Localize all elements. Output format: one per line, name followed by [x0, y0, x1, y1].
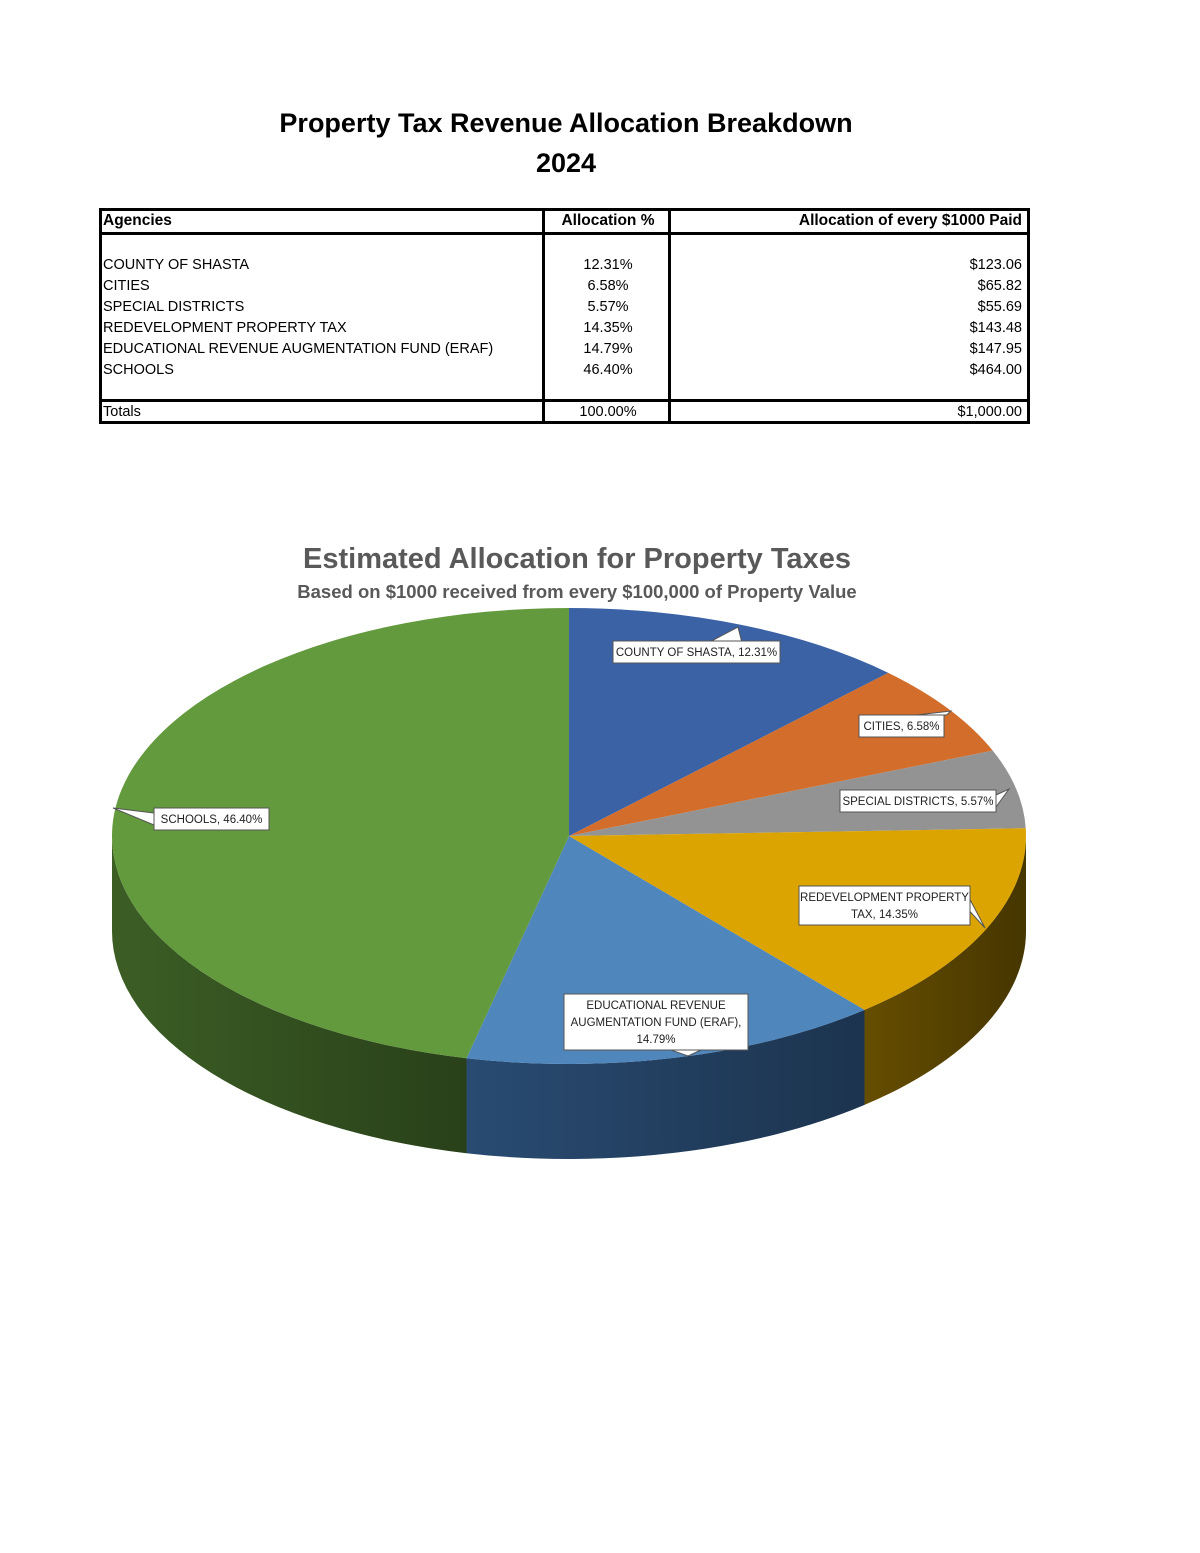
- row-amount: $143.48: [969, 320, 1022, 336]
- row-pct: 14.79%: [583, 341, 633, 357]
- row-amount: $55.69: [977, 299, 1022, 315]
- data-label-text: SPECIAL DISTRICTS, 5.57%: [842, 796, 994, 808]
- header-allocation-pct: Allocation %: [561, 212, 655, 229]
- row-pct: 14.35%: [583, 320, 633, 336]
- row-pct: 46.40%: [583, 362, 633, 378]
- pie-chart: [0, 530, 1200, 1190]
- totals-label: Totals: [103, 404, 141, 420]
- row-agency: CITIES: [103, 278, 150, 294]
- page-year: 2024: [535, 148, 597, 178]
- row-agency: COUNTY OF SHASTA: [103, 257, 250, 273]
- data-label-text: REDEVELOPMENT PROPERTY: [800, 892, 969, 904]
- data-label-text: CITIES, 6.58%: [863, 721, 940, 733]
- data-label-text: 14.79%: [636, 1034, 676, 1046]
- data-label-text: COUNTY OF SHASTA, 12.31%: [615, 647, 778, 659]
- allocation-table: [99, 208, 1030, 424]
- row-agency: SCHOOLS: [103, 362, 174, 378]
- data-label-text: SCHOOLS, 46.40%: [160, 814, 263, 826]
- chart-title: Estimated Allocation for Property Taxes: [303, 543, 851, 575]
- row-pct: 6.58%: [587, 278, 629, 294]
- totals-pct: 100.00%: [579, 404, 637, 420]
- data-label-cities: [859, 711, 951, 737]
- row-amount: $147.95: [969, 341, 1022, 357]
- row-agency: EDUCATIONAL REVENUE AUGMENTATION FUND (ERAF): [103, 341, 494, 357]
- header-allocation-amount: Allocation of every $1000 Paid: [798, 212, 1022, 229]
- totals-amount: $1,000.00: [957, 404, 1022, 420]
- row-pct: 12.31%: [583, 257, 633, 273]
- page-title-line: Property Tax Revenue Allocation Breakdown: [279, 108, 853, 138]
- header-agencies: Agencies: [103, 212, 172, 229]
- data-label-redevelopment-property-tax: [799, 886, 985, 928]
- data-label-text: AUGMENTATION FUND (ERAF),: [570, 1017, 742, 1029]
- row-amount: $464.00: [969, 362, 1022, 378]
- data-label-text: EDUCATIONAL REVENUE: [586, 1000, 726, 1012]
- row-amount: $65.82: [977, 278, 1022, 294]
- chart-subtitle: Based on $1000 received from every $100,000 of Property Value: [297, 581, 857, 602]
- data-label-text: TAX, 14.35%: [851, 909, 918, 921]
- row-amount: $123.06: [969, 257, 1022, 273]
- data-label-special-districts: [840, 789, 1009, 812]
- data-label-educational-revenue-augmentation-fund-eraf: [564, 994, 748, 1056]
- row-pct: 5.57%: [587, 299, 629, 315]
- row-agency: SPECIAL DISTRICTS: [103, 299, 245, 315]
- row-agency: REDEVELOPMENT PROPERTY TAX: [103, 320, 347, 336]
